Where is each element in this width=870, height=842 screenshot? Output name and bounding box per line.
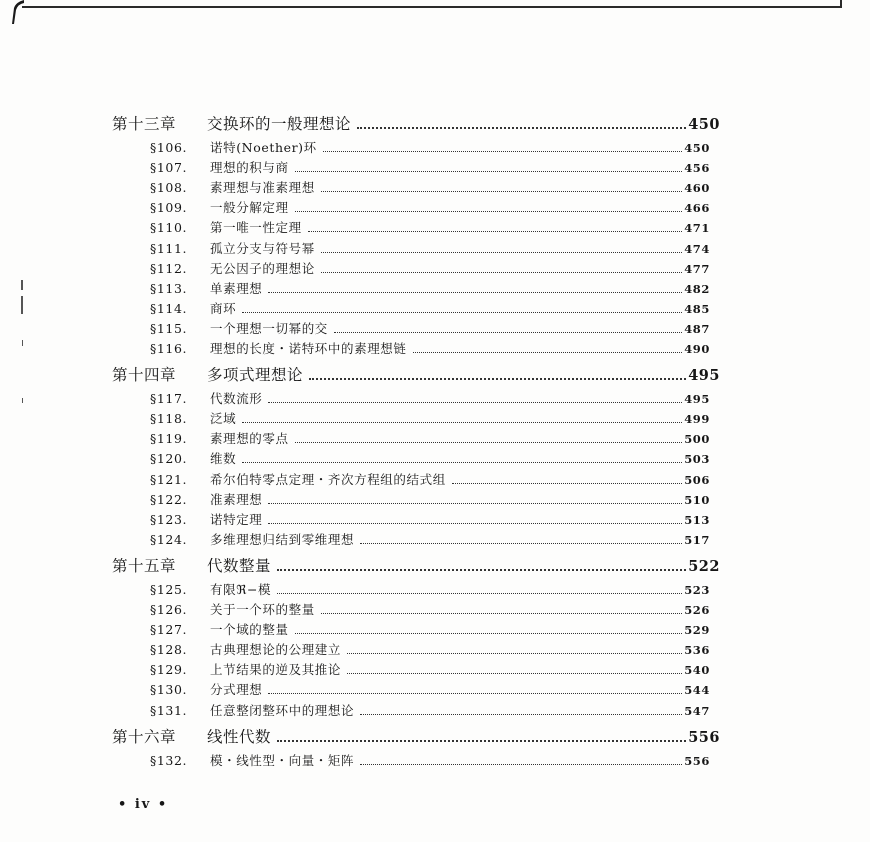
- page-number: 466: [684, 201, 710, 216]
- dot-leader: [347, 652, 682, 654]
- section-number: §118.: [150, 411, 188, 427]
- dot-leader: [268, 401, 682, 403]
- dot-leader: [295, 632, 683, 634]
- section-title: 理想的长度・诺特环中的素理想链: [210, 341, 407, 356]
- dot-leader: [277, 739, 686, 742]
- scan-speck: [21, 296, 23, 314]
- section-number: §128.: [150, 642, 188, 658]
- page-number: 523: [684, 582, 710, 597]
- toc-section-row: [150, 640, 710, 658]
- dot-leader: [321, 190, 682, 192]
- dot-leader: [295, 441, 683, 443]
- page-number: 450: [684, 141, 710, 155]
- page-number: 500: [684, 432, 710, 447]
- section-title: 一个域的整量: [210, 622, 289, 638]
- page-number: 460: [684, 181, 710, 196]
- section-title: 素理想与准素理想: [210, 180, 315, 196]
- section-number: §109.: [150, 200, 188, 216]
- section-title: 模・线性型・向量・矩阵: [210, 752, 355, 768]
- toc-section-row: [150, 660, 710, 678]
- corner-scan-mark: [10, 0, 26, 24]
- dot-leader: [277, 568, 686, 571]
- dot-leader: [360, 763, 682, 765]
- section-number: §119.: [150, 431, 188, 447]
- dot-leader: [452, 482, 682, 484]
- page-number: 526: [684, 603, 710, 617]
- top-scan-rule: [22, 6, 842, 8]
- section-title: 理想的积与商: [210, 160, 289, 176]
- section-number: §110.: [150, 220, 188, 236]
- toc-section-row: [150, 530, 710, 548]
- dot-leader: [323, 150, 682, 152]
- section-title: 无公因子的理想论: [210, 260, 315, 276]
- section-title: 一般分解定理: [210, 200, 289, 216]
- toc-section-row: [150, 490, 710, 508]
- toc-section-row: [150, 239, 710, 257]
- chapter-number: 第十五章: [112, 556, 177, 575]
- section-number: §108.: [150, 180, 188, 196]
- section-title: 一个理想一切幂的交: [210, 320, 328, 336]
- section-number: §126.: [150, 602, 188, 617]
- section-number: §132.: [150, 752, 188, 768]
- toc-section-row: [150, 218, 710, 236]
- section-title: 分式理想: [210, 682, 263, 698]
- dot-leader: [360, 713, 682, 715]
- chapter-number: 第十四章: [112, 366, 177, 385]
- toc-section-row: [150, 178, 710, 196]
- section-number: §129.: [150, 662, 188, 678]
- page-number: 513: [684, 512, 710, 527]
- dot-leader: [347, 672, 682, 674]
- page-number: 499: [684, 412, 710, 427]
- dot-leader: [321, 251, 682, 253]
- section-number: §106.: [150, 140, 188, 155]
- page-number: 477: [684, 261, 710, 276]
- toc-section-row: [150, 600, 710, 618]
- page-number: 471: [684, 221, 710, 236]
- toc-section-row: [150, 680, 710, 698]
- toc-chapter-row: [112, 112, 720, 134]
- chapter-title: 代数整量: [207, 556, 272, 575]
- section-number: §123.: [150, 511, 188, 527]
- dot-leader: [268, 502, 682, 504]
- section-number: §111.: [150, 240, 188, 256]
- section-title: 古典理想论的公理建立: [210, 642, 342, 658]
- toc-chapter-row: [112, 725, 720, 747]
- toc-section-row: [150, 198, 710, 216]
- dot-leader: [268, 522, 682, 524]
- toc-section-row: [150, 279, 710, 297]
- section-number: §120.: [150, 451, 188, 467]
- section-title: 关于一个环的整量: [210, 602, 315, 617]
- dot-leader: [321, 271, 682, 273]
- section-title: 多维理想归结到零维理想: [210, 531, 355, 547]
- dot-leader: [242, 311, 682, 313]
- section-title: 商环: [210, 300, 237, 316]
- page-number: 495: [684, 392, 710, 407]
- dot-leader: [268, 692, 682, 694]
- page-number: 556: [684, 753, 710, 768]
- toc-section-row: [150, 701, 710, 719]
- dot-leader: [360, 542, 682, 544]
- dot-leader: [295, 170, 683, 172]
- section-number: §127.: [150, 622, 188, 638]
- toc-section-row: [150, 429, 710, 447]
- page-footer-number: • iv •: [118, 797, 169, 812]
- chapter-title: 交换环的一般理想论: [207, 115, 352, 133]
- page-number: 503: [684, 452, 710, 467]
- page-number: 450: [688, 116, 720, 133]
- page-number: 482: [684, 281, 710, 296]
- dot-leader: [242, 421, 682, 423]
- section-number: §122.: [150, 491, 188, 507]
- dot-leader: [309, 377, 686, 380]
- section-number: §115.: [150, 320, 188, 336]
- page-number: 517: [684, 532, 710, 547]
- dot-leader: [268, 291, 682, 293]
- page-number: 540: [684, 663, 710, 678]
- page-number: 506: [684, 472, 710, 487]
- section-number: §130.: [150, 682, 188, 698]
- page-number: 544: [684, 683, 710, 698]
- toc-section-row: [150, 409, 710, 427]
- toc-section-row: [150, 339, 710, 357]
- toc-section-row: [150, 319, 710, 337]
- toc-chapter-row: [112, 554, 720, 576]
- dot-leader: [357, 126, 686, 129]
- section-number: §131.: [150, 702, 188, 718]
- page-number: 474: [684, 241, 710, 256]
- dot-leader: [242, 461, 682, 463]
- section-number: §125.: [150, 581, 188, 597]
- section-title: 准素理想: [210, 491, 263, 507]
- dot-leader: [334, 331, 682, 333]
- page-number: 556: [688, 728, 720, 746]
- section-number: §114.: [150, 300, 188, 316]
- section-number: §121.: [150, 471, 188, 487]
- section-title: 诺特(Noether)环: [210, 140, 317, 155]
- dot-leader: [413, 351, 683, 353]
- toc-section-row: [150, 259, 710, 277]
- right-scan-mark: [840, 0, 842, 8]
- page-number: 490: [684, 342, 710, 356]
- scan-speck: [21, 280, 23, 290]
- section-number: §107.: [150, 160, 188, 176]
- dot-leader: [308, 230, 682, 232]
- section-title: 泛域: [210, 411, 237, 427]
- chapter-number: 第十三章: [112, 115, 177, 133]
- toc-section-row: [150, 138, 710, 156]
- toc-section-row: [150, 389, 710, 407]
- page-number: 456: [684, 161, 710, 176]
- toc-section-row: [150, 158, 710, 176]
- section-number: §124.: [150, 531, 188, 547]
- section-title: 希尔伯特零点定理・齐次方程组的结式组: [210, 471, 446, 487]
- page-number: 529: [684, 623, 710, 638]
- scan-speck: [22, 340, 23, 346]
- section-number: §116.: [150, 341, 188, 356]
- page-number: 547: [684, 703, 710, 718]
- section-title: 代数流形: [210, 391, 263, 407]
- section-title: 上节结果的逆及其推论: [210, 662, 342, 678]
- toc-section-row: [150, 751, 710, 769]
- section-title: 第一唯一性定理: [210, 220, 302, 236]
- toc-section-row: [150, 470, 710, 488]
- page-number: 487: [684, 321, 710, 336]
- toc-section-row: [150, 510, 710, 528]
- section-title: 单素理想: [210, 280, 263, 296]
- dot-leader: [295, 210, 683, 212]
- section-title: 诺特定理: [210, 511, 263, 527]
- section-title: 维数: [210, 451, 237, 467]
- page-number: 536: [684, 643, 710, 658]
- chapter-number: 第十六章: [112, 727, 177, 746]
- section-title: 素理想的零点: [210, 431, 289, 447]
- scan-speck: [22, 398, 23, 403]
- toc-section-row: [150, 299, 710, 317]
- page-number: 485: [684, 301, 710, 316]
- page-number: 510: [684, 492, 710, 507]
- section-number: §112.: [150, 260, 188, 276]
- page-number: 522: [688, 557, 720, 575]
- toc-chapter-row: [112, 363, 720, 385]
- toc-section-row: [150, 620, 710, 638]
- toc-section-row: [150, 449, 710, 467]
- section-title: 任意整闭整环中的理想论: [210, 702, 355, 718]
- section-number: §117.: [150, 391, 188, 407]
- section-number: §113.: [150, 280, 188, 296]
- dot-leader: [277, 592, 682, 594]
- section-title: 孤立分支与符号幂: [210, 240, 315, 256]
- toc-section-row: [150, 580, 710, 598]
- chapter-title: 多项式理想论: [207, 366, 304, 385]
- section-title: 有限ℜ−模: [210, 581, 272, 597]
- page-number: 495: [688, 367, 720, 385]
- dot-leader: [321, 612, 682, 614]
- chapter-title: 线性代数: [207, 727, 272, 746]
